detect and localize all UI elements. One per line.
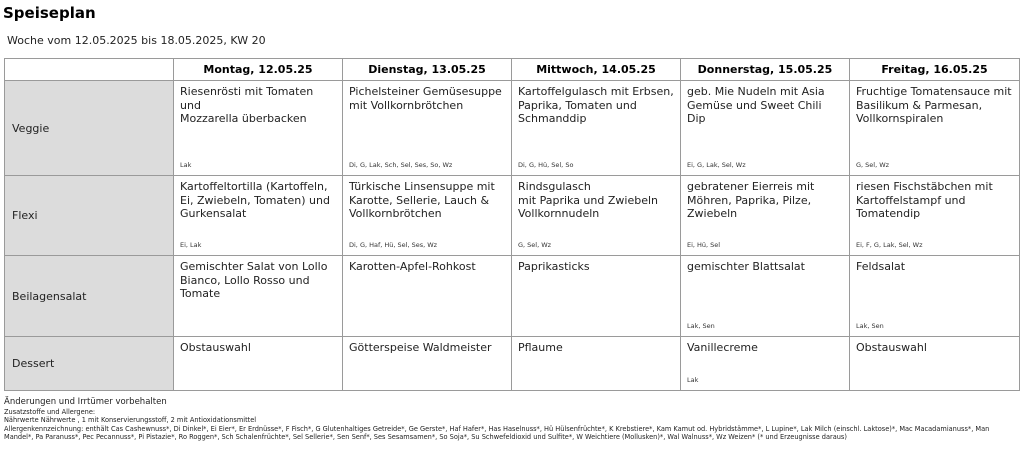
menu-cell <box>343 81 512 176</box>
nutrition-note: Nährwerte Nährwerte , 1 mit Konservierungsstoff, 2 mit Antioxidationsmittel <box>4 416 257 425</box>
table-row-beilagensalat <box>5 256 1020 337</box>
menu-cell <box>850 81 1020 176</box>
dish-text: Kartoffelgulasch mit Erbsen, Paprika, Tomaten und Schmanddip <box>518 85 674 125</box>
dish-text: Rindsgulasch mit Paprika und Zwiebeln Vollkornnudeln <box>518 180 658 220</box>
dish-text: Pflaume <box>518 341 563 354</box>
header-corner <box>5 59 174 81</box>
allergen-legend: Allergenkennzeichnung: enthält Cas Cashewnuss*, Di Dinkel*, Ei Eier*, Er Erdnüsse*, F Fisch*, G Glutenhaltiges Getreide*, Ge Gerste*, Haf Hafer*, Has Haselnuss*, Hü Hülsenfrüchte*, K Krebstiere*, Kam Kamut od. Hybridstämme*, L Lupine*, Lak Milch (einschl. Laktose)*, Mac Macadamianuss*, Man Mandel*, Pa Paranuss*, Pec Pecannuss*, Pi Pistazie*, Ro Roggen*, Sch Schalenfrüchte*, Sel Sellerie*, Sen Senf*, Ses Sesamsamen*, So Soja*, Su Schwefeldioxid und Sulfite*, W Weichtiere (Mollusken)*, Wal Walnuss*, Wz Weizen* (* und Erzeugnisse daraus) <box>4 424 990 442</box>
allergen-codes: G, Sel, Wz <box>856 161 890 169</box>
day-header-monday: Montag, 12.05.25 <box>174 59 343 81</box>
menu-cell <box>681 337 850 391</box>
dish-text: gemischter Blattsalat <box>687 260 805 273</box>
dish-text: Riesenrösti mit Tomaten und Mozzarella überbacken <box>180 85 314 125</box>
menu-cell <box>174 81 343 176</box>
menu-cell <box>343 337 512 391</box>
menu-cell <box>174 337 343 391</box>
dish-text: Fruchtige Tomatensauce mit Basilikum & Parmesan, Vollkornspiralen <box>856 85 1012 125</box>
menu-cell <box>681 176 850 256</box>
menu-cell <box>174 176 343 256</box>
category-label: Dessert <box>5 337 174 391</box>
allergen-codes: G, Sel, Wz <box>518 241 552 249</box>
day-header-tuesday: Dienstag, 13.05.25 <box>343 59 512 81</box>
category-label: Flexi <box>5 176 174 256</box>
menu-cell <box>512 81 681 176</box>
day-header-thursday: Donnerstag, 15.05.25 <box>681 59 850 81</box>
dish-text: riesen Fischstäbchen mit Kartoffelstampf und Tomatendip <box>856 180 993 220</box>
day-header-wednesday: Mittwoch, 14.05.25 <box>512 59 681 81</box>
allergen-codes: Lak, Sen <box>856 322 884 330</box>
table-row-veggie <box>5 81 1020 176</box>
dish-text: Vanillecreme <box>687 341 758 354</box>
table-header-row <box>5 59 1020 81</box>
dish-text: Feldsalat <box>856 260 906 273</box>
page-title: Speiseplan <box>3 4 96 22</box>
menu-cell <box>850 176 1020 256</box>
dish-text: Gemischter Salat von Lollo Bianco, Lollo Rosso und Tomate <box>180 260 328 300</box>
allergen-codes: Di, G, Haf, Hü, Sel, Ses, Wz <box>349 241 438 249</box>
menu-cell <box>174 256 343 337</box>
additives-heading: Zusatzstoffe und Allergene: <box>4 408 96 416</box>
disclaimer-text: Änderungen und Irrtümer vorbehalten <box>4 397 167 407</box>
menu-cell <box>512 337 681 391</box>
menu-cell <box>681 256 850 337</box>
dish-text: Pichelsteiner Gemüsesuppe mit Vollkornbrötchen <box>349 85 502 112</box>
dish-text: Götterspeise Waldmeister <box>349 341 492 354</box>
menu-cell <box>512 256 681 337</box>
day-header-friday: Freitag, 16.05.25 <box>850 59 1020 81</box>
menu-cell <box>343 256 512 337</box>
table-row-dessert <box>5 337 1020 391</box>
allergen-codes: Ei, Lak <box>180 241 202 249</box>
dish-text: Obstauswahl <box>180 341 251 354</box>
dish-text: Obstauswahl <box>856 341 927 354</box>
footer-notes <box>4 397 1018 442</box>
allergen-codes: Lak, Sen <box>687 322 715 330</box>
menu-table <box>4 58 1020 391</box>
menu-cell <box>681 81 850 176</box>
dish-text: Karotten-Apfel-Rohkost <box>349 260 476 273</box>
dish-text: Paprikasticks <box>518 260 590 273</box>
allergen-codes: Di, G, Lak, Sch, Sel, Ses, So, Wz <box>349 161 453 169</box>
dish-text: Türkische Linsensuppe mit Karotte, Sellerie, Lauch & Vollkornbrötchen <box>349 180 495 220</box>
allergen-codes: Ei, F, G, Lak, Sel, Wz <box>856 241 923 249</box>
dish-text: gebratener Eierreis mit Möhren, Paprika, Pilze, Zwiebeln <box>687 180 815 220</box>
menu-cell <box>343 176 512 256</box>
allergen-codes: Di, G, Hü, Sel, So <box>518 161 574 169</box>
menu-cell <box>512 176 681 256</box>
menu-cell <box>850 337 1020 391</box>
dish-text: Kartoffeltortilla (Kartoffeln, Ei, Zwiebeln, Tomaten) und Gurkensalat <box>180 180 330 220</box>
category-label: Beilagensalat <box>5 256 174 337</box>
category-label: Veggie <box>5 81 174 176</box>
week-range: Woche vom 12.05.2025 bis 18.05.2025, KW 20 <box>7 34 266 47</box>
allergen-codes: Ei, Hü, Sel <box>687 241 721 249</box>
menu-cell <box>850 256 1020 337</box>
allergen-codes: Ei, G, Lak, Sel, Wz <box>687 161 746 169</box>
allergen-codes: Lak <box>180 161 192 169</box>
table-row-flexi <box>5 176 1020 256</box>
allergen-codes: Lak <box>687 376 699 384</box>
dish-text: geb. Mie Nudeln mit Asia Gemüse und Sweet Chili Dip <box>687 85 825 125</box>
